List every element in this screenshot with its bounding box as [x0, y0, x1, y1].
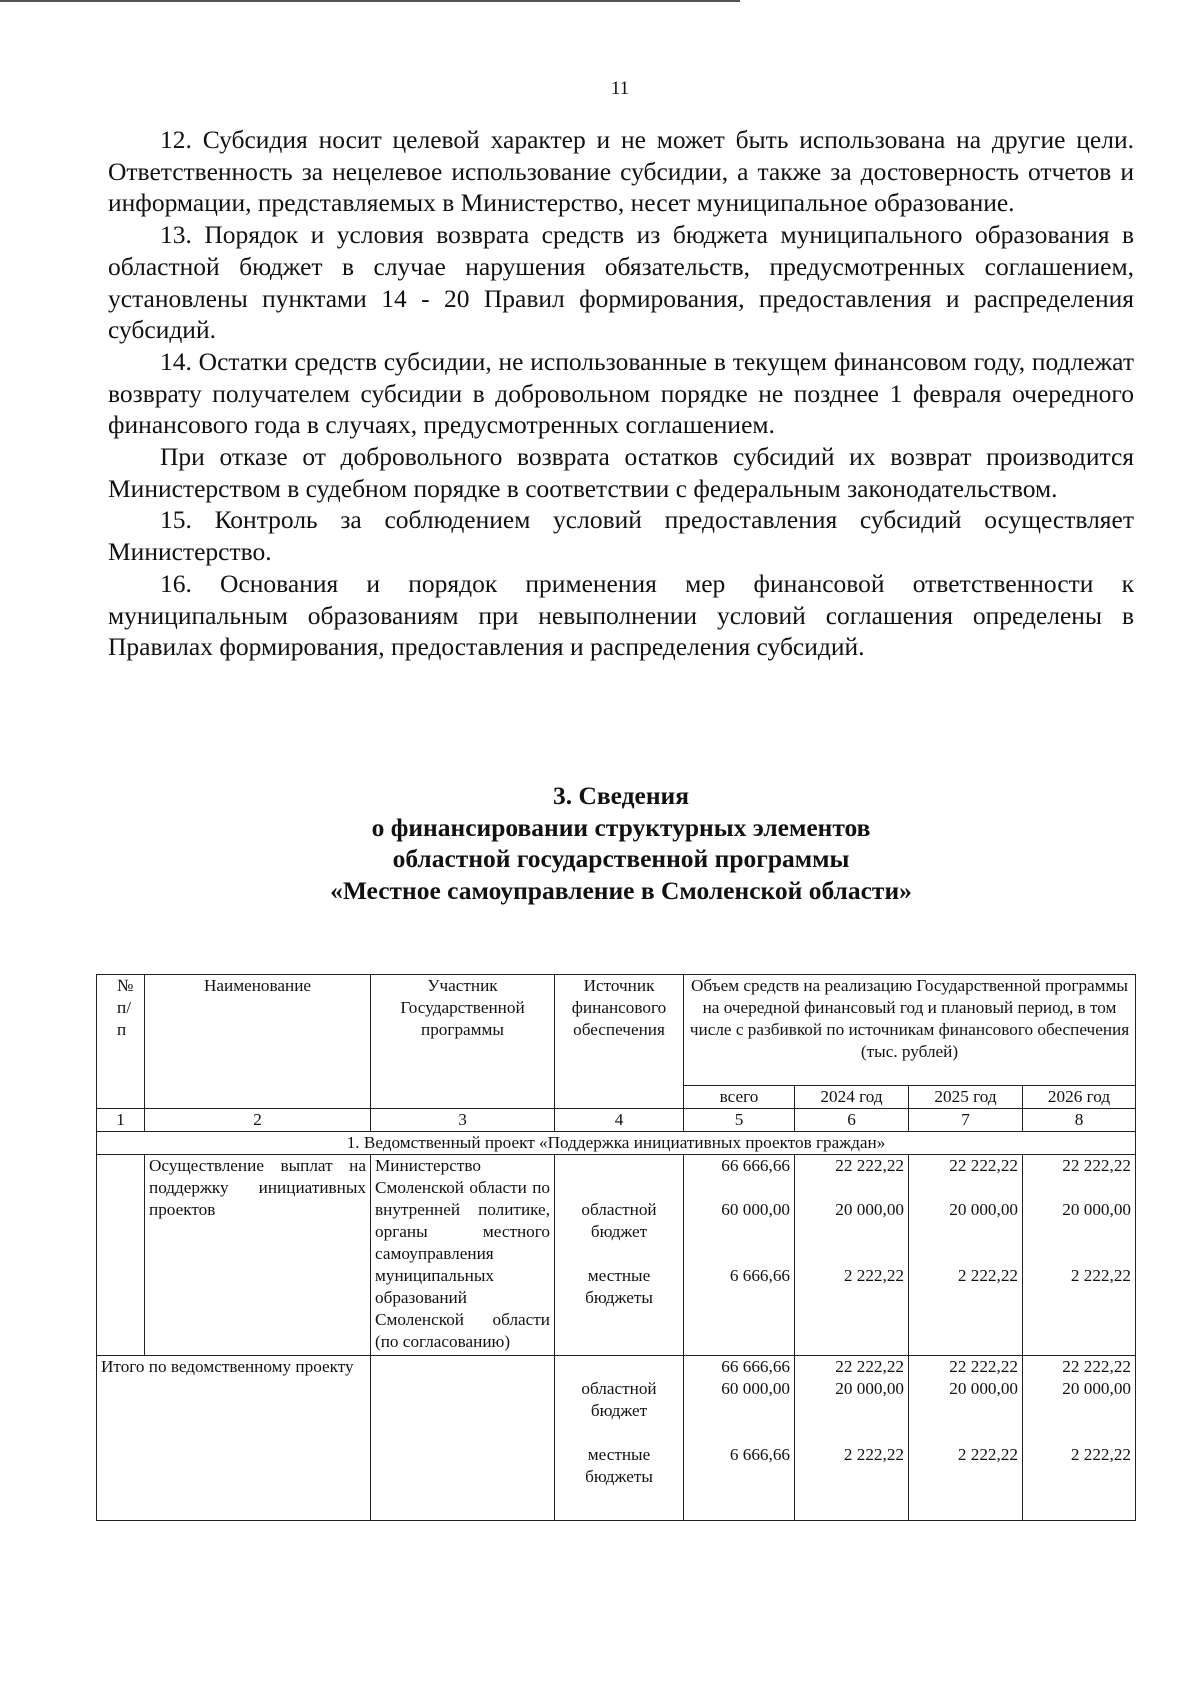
section-title — [108, 780, 1134, 906]
row-name: Осуществление выплат на поддержку инициативных проектов — [145, 1155, 371, 1356]
paragraph-14-refusal: При отказе от добровольного возврата остатков субсидий их возврат производится Министерством в судебном порядке в соответствии с федеральным законодательством. — [108, 442, 1134, 503]
header-row — [97, 975, 1136, 1086]
header-participant: Участник Государственной программы — [371, 975, 555, 1109]
financing-table — [96, 974, 1136, 1521]
paragraph-14: 14. Остатки средств субсидии, не использованные в текущем финансовом году, подлежат возврату получателем субсидии в добровольном порядке не позднее 1 февраля очередного финансового года в случаях, предусмотренных соглашением. — [108, 346, 1134, 440]
source-regional: областной бюджет — [581, 1200, 657, 1241]
total-sources — [555, 1356, 684, 1521]
value-regional: 20 000,00 — [949, 1379, 1018, 1398]
project-title: 1. Ведомственный проект «Поддержка инициативных проектов граждан» — [97, 1132, 1136, 1155]
total-2026-cell — [1023, 1356, 1136, 1521]
value-local: 2 222,22 — [957, 1266, 1018, 1285]
value-total: 22 222,22 — [949, 1156, 1018, 1175]
row-participant: Министерство Смоленской области по внутренней политике, органы местного самоуправления муниципальных образований Смоленской области (по согласованию) — [371, 1155, 555, 1356]
row-2026-cell — [1023, 1155, 1136, 1356]
col-number: 3 — [371, 1109, 555, 1132]
total-2025-cell — [909, 1356, 1023, 1521]
page-number: 11 — [610, 78, 630, 99]
source-local: местные бюджеты — [585, 1445, 653, 1486]
value-local: 2 222,22 — [1070, 1266, 1131, 1285]
value-regional: 20 000,00 — [1062, 1379, 1131, 1398]
value-local: 6 666,66 — [729, 1445, 790, 1464]
section-title-line3: областной государственной программы — [392, 844, 850, 873]
top-border-line — [0, 0, 740, 2]
total-total-cell — [684, 1356, 795, 1521]
row-2024-cell — [795, 1155, 909, 1356]
value-regional: 20 000,00 — [949, 1200, 1018, 1219]
value-local: 2 222,22 — [843, 1266, 904, 1285]
row-2025-cell — [909, 1155, 1023, 1356]
header-2026: 2026 год — [1023, 1086, 1136, 1109]
table-row — [97, 1155, 1136, 1356]
source-local: местные бюджеты — [585, 1266, 653, 1307]
value-regional: 60 000,00 — [721, 1200, 790, 1219]
value-regional: 20 000,00 — [1062, 1200, 1131, 1219]
total-2024-cell — [795, 1356, 909, 1521]
value-local: 6 666,66 — [729, 1266, 790, 1285]
value-local: 2 222,22 — [957, 1445, 1018, 1464]
project-title-row — [97, 1132, 1136, 1155]
col-number: 7 — [909, 1109, 1023, 1132]
header-source: Источник финансового обеспечения — [555, 975, 684, 1109]
value-total: 22 222,22 — [1062, 1357, 1131, 1376]
value-regional: 60 000,00 — [721, 1379, 790, 1398]
source-regional: областной бюджет — [581, 1379, 657, 1420]
paragraph-16: 16. Основания и порядок применения мер финансовой ответственности к муниципальным образованиям при невыполнении условий соглашения определены в Правилах формирования, предоставления и распределения субсидий. — [108, 568, 1134, 662]
value-total: 66 666,66 — [721, 1156, 790, 1175]
col-number: 1 — [97, 1109, 145, 1132]
value-local: 2 222,22 — [843, 1445, 904, 1464]
value-total: 66 666,66 — [721, 1357, 790, 1376]
row-sources — [555, 1155, 684, 1356]
col-number: 6 — [795, 1109, 909, 1132]
paragraph-15: 15. Контроль за соблюдением условий предоставления субсидий осуществляет Министерство. — [108, 505, 1134, 567]
paragraph-12: 12. Субсидия носит целевой характер и не может быть использована на другие цели. Ответственность за нецелевое использование субсидии, а также за достоверность отчетов и информации, представляемых в Министерство, несет муниципальное образование. — [108, 125, 1134, 218]
header-name: Наименование — [145, 975, 371, 1109]
col-number: 8 — [1023, 1109, 1136, 1132]
paragraph-13: 13. Порядок и условия возврата средств из бюджета муниципального образования в областной бюджет в случае нарушения обязательств, предусмотренных соглашением, установлены пунктами 14 - 20 Правил формирования, предоставления и распределения субсидий. — [108, 220, 1134, 345]
header-2024: 2024 год — [795, 1086, 909, 1109]
section-title-line1: 3. Сведения — [552, 781, 690, 810]
body-text — [108, 124, 1134, 663]
value-regional: 20 000,00 — [835, 1200, 904, 1219]
section-title-line2: о финансировании структурных элементов — [371, 812, 871, 842]
header-2025: 2025 год — [909, 1086, 1023, 1109]
header-num: № п/п — [97, 975, 145, 1109]
row-num-cell — [97, 1155, 145, 1356]
col-number: 5 — [684, 1109, 795, 1132]
col-number: 2 — [145, 1109, 371, 1132]
value-total: 22 222,22 — [835, 1156, 904, 1175]
value-total: 22 222,22 — [1062, 1156, 1131, 1175]
value-total: 22 222,22 — [949, 1357, 1018, 1376]
row-total-cell — [684, 1155, 795, 1356]
header-volume: Объем средств на реализацию Государственной программы на очередной финансовый год и плановый период, в том числе с разбивкой по источникам финансового обеспечения (тыс. рублей) — [684, 975, 1136, 1086]
table-row-total — [97, 1356, 1136, 1521]
total-participant-cell — [371, 1356, 555, 1521]
header-total: всего — [684, 1086, 795, 1109]
value-total: 22 222,22 — [835, 1357, 904, 1376]
section-title-line4: «Местное самоуправление в Смоленской области» — [330, 875, 912, 905]
col-number: 4 — [555, 1109, 684, 1132]
column-numbers-row — [97, 1109, 1136, 1132]
total-label: Итого по ведомственному проекту — [97, 1356, 371, 1521]
value-local: 2 222,22 — [1070, 1445, 1131, 1464]
value-regional: 20 000,00 — [835, 1379, 904, 1398]
